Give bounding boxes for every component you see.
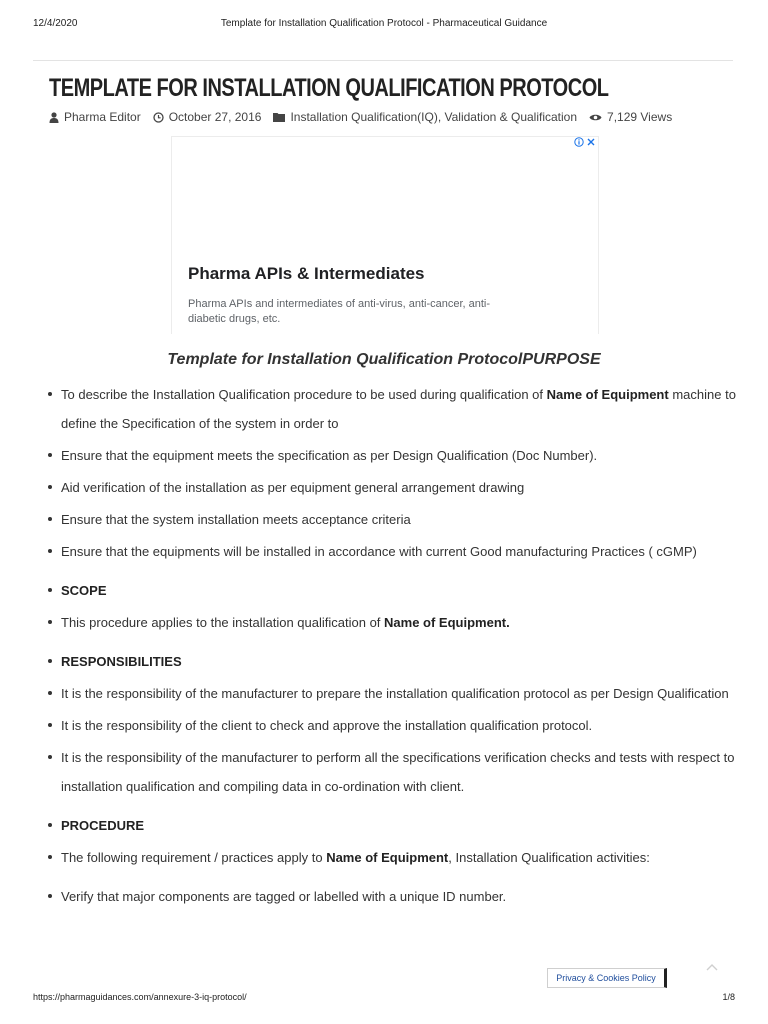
article-body — [47, 380, 737, 911]
equipment-name: Name of Equipment — [546, 387, 669, 402]
list-item: Verify that major components are tagged or labelled with a unique ID number. — [47, 882, 737, 911]
views-count — [589, 110, 672, 124]
responsibilities-heading: RESPONSIBILITIES — [47, 647, 737, 676]
list-item: This procedure applies to the installation qualification of Name of Equipment. — [47, 608, 737, 637]
user-icon — [49, 112, 59, 123]
scroll-to-top-icon[interactable] — [703, 961, 721, 975]
print-date: 12/4/2020 — [33, 18, 78, 29]
list-item: It is the responsibility of the manufacturer to perform all the specifications verification checks and tests with respect to installation qualification and compiling data in co-ordination with client. — [47, 743, 737, 801]
list-item: Ensure that the equipment meets the specification as per Design Qualification (Doc Number). — [47, 441, 737, 470]
list-item: Ensure that the equipments will be installed in accordance with current Good manufacturing Practices ( cGMP) — [47, 537, 737, 566]
author-link[interactable] — [49, 110, 141, 124]
author-name: Pharma Editor — [64, 110, 141, 124]
equipment-name: Name of Equipment. — [384, 615, 510, 630]
article-subtitle: Template for Installation Qualification ProtocolPURPOSE — [167, 351, 601, 368]
page-number: 1/8 — [722, 992, 735, 1002]
post-title: TEMPLATE FOR INSTALLATION QUALIFICATION PROTOCOL — [49, 74, 609, 102]
post-meta — [49, 110, 684, 124]
list-item: Aid verification of the installation as per equipment general arrangement drawing — [47, 473, 737, 502]
post-date — [153, 110, 262, 124]
procedure-heading: PROCEDURE — [47, 811, 737, 840]
print-page-title: Template for Installation Qualification Protocol - Pharmaceutical Guidance — [220, 18, 548, 29]
list-item: To describe the Installation Qualification procedure to be used during qualification of Name of Equipment machine to define the Specification of the system in order to — [47, 380, 737, 438]
purpose-list — [47, 380, 737, 911]
post-date-text: October 27, 2016 — [168, 110, 262, 124]
ad-close-icon[interactable] — [586, 137, 596, 147]
eye-icon — [589, 113, 602, 122]
list-item: Ensure that the system installation meets acceptance criteria — [47, 505, 737, 534]
print-footer — [33, 992, 735, 1006]
ad-description: Pharma APIs and intermediates of anti-virus, anti-cancer, anti-diabetic drugs, etc. — [188, 298, 491, 325]
views-text: 7,129 Views — [607, 110, 673, 124]
categories-text: Installation Qualification(IQ), Validation & Qualification — [290, 110, 578, 124]
list-item: The following requirement / practices apply to Name of Equipment, Installation Qualification activities: — [47, 843, 737, 872]
category-links[interactable] — [273, 110, 577, 124]
list-item: It is the responsibility of the client to check and approve the installation qualification protocol. — [47, 711, 737, 740]
list-item: It is the responsibility of the manufacturer to prepare the installation qualification protocol as per Design Qualification — [47, 679, 737, 708]
divider — [33, 60, 733, 61]
equipment-name: Name of Equipment — [326, 850, 449, 865]
page-url: https://pharmaguidances.com/annexure-3-iq-protocol/ — [33, 992, 247, 1002]
scope-heading: SCOPE — [47, 576, 737, 605]
ad-controls — [574, 137, 596, 147]
folder-icon — [273, 112, 285, 122]
print-header — [33, 18, 735, 32]
ad-headline[interactable]: Pharma APIs & Intermediates — [188, 264, 425, 283]
privacy-policy-button[interactable]: Privacy & Cookies Policy — [547, 968, 667, 988]
ad-info-icon[interactable] — [574, 137, 584, 147]
clock-icon — [153, 112, 164, 123]
ad-banner[interactable] — [171, 136, 599, 334]
